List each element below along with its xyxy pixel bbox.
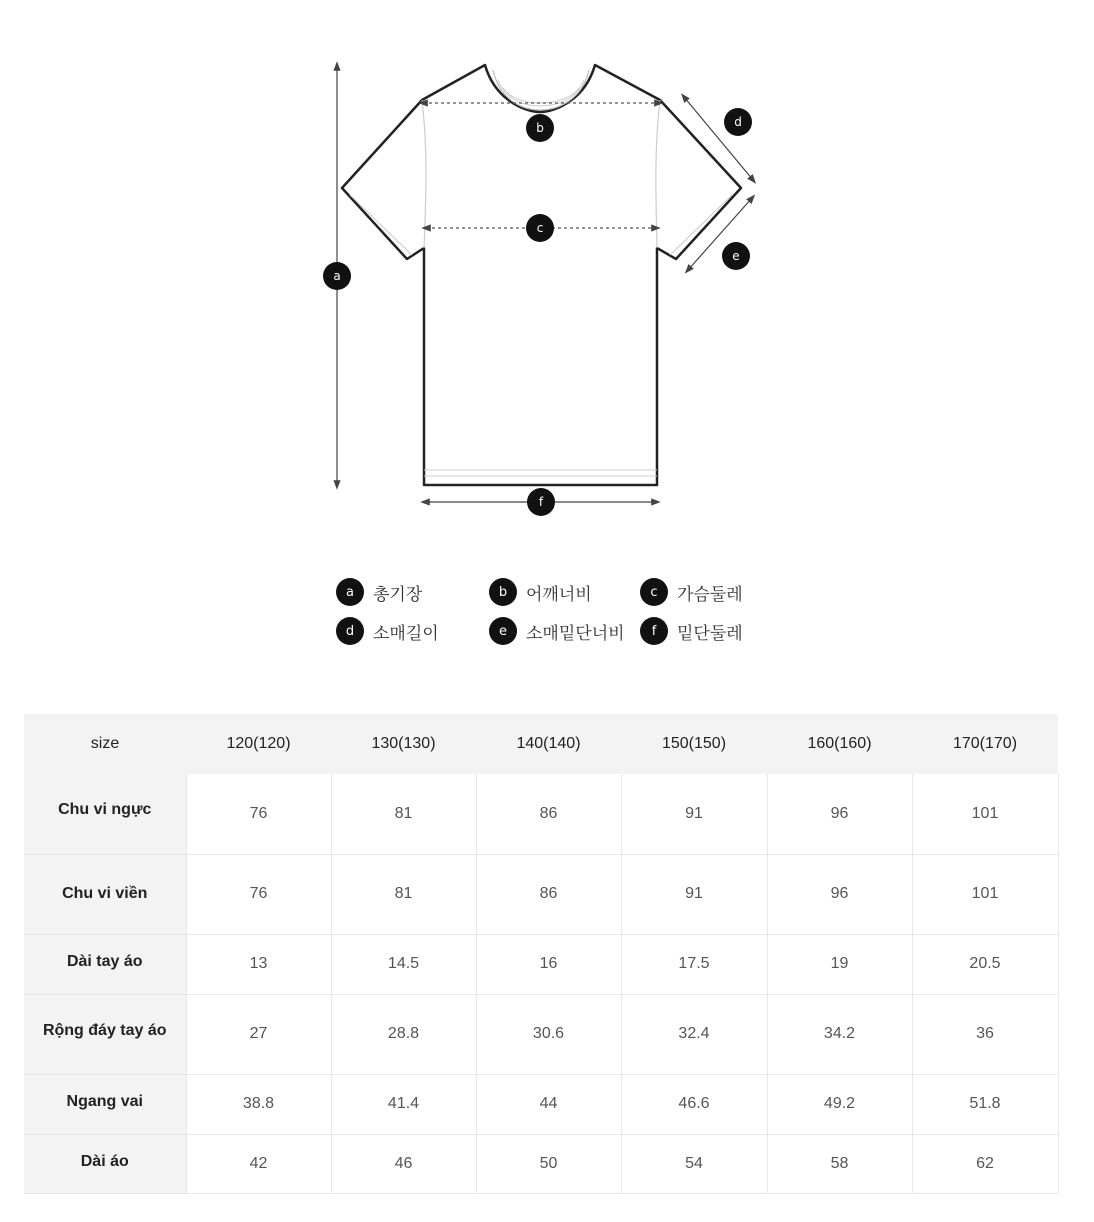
table-cell: 20.5 — [912, 934, 1058, 994]
marker-f — [527, 488, 555, 516]
legend-item-e — [489, 617, 625, 645]
table-cell: 76 — [186, 854, 331, 934]
legend-item-f — [640, 617, 743, 645]
table-row-chest — [24, 774, 1058, 854]
legend-item-a — [336, 578, 422, 606]
legend-marker: d — [336, 617, 364, 645]
table-cell: 14.5 — [331, 934, 476, 994]
table-cell: 49.2 — [767, 1074, 912, 1134]
svg-text:a: a — [333, 269, 341, 283]
svg-text:d: d — [734, 115, 742, 129]
marker-d — [724, 108, 752, 136]
row-label: Chu vi ngực — [24, 774, 186, 854]
table-cell: 16 — [476, 934, 621, 994]
legend-label: 어깨너비 — [526, 584, 592, 605]
marker-e — [722, 242, 750, 270]
table-cell: 19 — [767, 934, 912, 994]
table-cell: 42 — [186, 1134, 331, 1193]
table-cell: 46.6 — [621, 1074, 767, 1134]
table-cell: 38.8 — [186, 1074, 331, 1134]
svg-text:f: f — [538, 495, 544, 509]
table-cell: 81 — [331, 854, 476, 934]
legend-label: 총기장 — [373, 584, 423, 605]
table-row-shoulder — [24, 1074, 1058, 1134]
header-size-150: 150(150) — [621, 714, 767, 774]
header-size-160: 160(160) — [767, 714, 912, 774]
table-cell: 101 — [912, 774, 1058, 854]
legend-item-c — [640, 578, 743, 606]
measurement-legend — [336, 578, 776, 658]
svg-text:c: c — [536, 221, 544, 235]
table-cell: 76 — [186, 774, 331, 854]
table-cell: 96 — [767, 854, 912, 934]
row-label: Dài áo — [24, 1134, 186, 1193]
table-cell: 50 — [476, 1134, 621, 1193]
header-size-140: 140(140) — [476, 714, 621, 774]
legend-label: 밑단둘레 — [677, 623, 743, 644]
table-cell: 86 — [476, 854, 621, 934]
legend-label: 소매길이 — [373, 623, 439, 644]
table-cell: 54 — [621, 1134, 767, 1193]
header-size-label: size — [24, 714, 186, 774]
row-label: Rộng đáy tay áo — [24, 994, 186, 1074]
legend-marker: e — [489, 617, 517, 645]
table-cell: 91 — [621, 774, 767, 854]
table-header-row — [24, 714, 1058, 774]
table-cell: 58 — [767, 1134, 912, 1193]
table-cell: 62 — [912, 1134, 1058, 1193]
table-cell: 17.5 — [621, 934, 767, 994]
row-label: Chu vi viền — [24, 854, 186, 934]
table-row-hem — [24, 854, 1058, 934]
table-cell: 96 — [767, 774, 912, 854]
legend-item-b — [489, 578, 592, 606]
header-size-130: 130(130) — [331, 714, 476, 774]
table-cell: 44 — [476, 1074, 621, 1134]
table-cell: 13 — [186, 934, 331, 994]
row-label: Ngang vai — [24, 1074, 186, 1134]
marker-a — [323, 262, 351, 290]
marker-c — [526, 214, 554, 242]
table-cell: 101 — [912, 854, 1058, 934]
legend-marker: f — [640, 617, 668, 645]
legend-label: 소매밑단너비 — [526, 623, 625, 644]
table-cell: 34.2 — [767, 994, 912, 1074]
svg-text:b: b — [536, 121, 544, 135]
row-label: Dài tay áo — [24, 934, 186, 994]
table-row-length — [24, 1134, 1058, 1193]
legend-marker: c — [640, 578, 668, 606]
marker-b — [526, 114, 554, 142]
table-cell: 81 — [331, 774, 476, 854]
table-cell: 46 — [331, 1134, 476, 1193]
table-cell: 30.6 — [476, 994, 621, 1074]
legend-marker: b — [489, 578, 517, 606]
table-cell: 27 — [186, 994, 331, 1074]
table-cell: 32.4 — [621, 994, 767, 1074]
legend-label: 가슴둘레 — [677, 584, 743, 605]
svg-text:e: e — [732, 249, 740, 263]
table-row-sleeve-hem-width — [24, 994, 1058, 1074]
table-cell: 91 — [621, 854, 767, 934]
table-row-sleeve-length — [24, 934, 1058, 994]
table-cell: 86 — [476, 774, 621, 854]
size-chart-table — [24, 714, 1059, 1194]
header-size-170: 170(170) — [912, 714, 1058, 774]
table-cell: 41.4 — [331, 1074, 476, 1134]
table-cell: 36 — [912, 994, 1058, 1074]
table-cell: 51.8 — [912, 1074, 1058, 1134]
legend-marker: a — [336, 578, 364, 606]
legend-item-d — [336, 617, 439, 645]
table-cell: 28.8 — [331, 994, 476, 1074]
header-size-120: 120(120) — [186, 714, 331, 774]
